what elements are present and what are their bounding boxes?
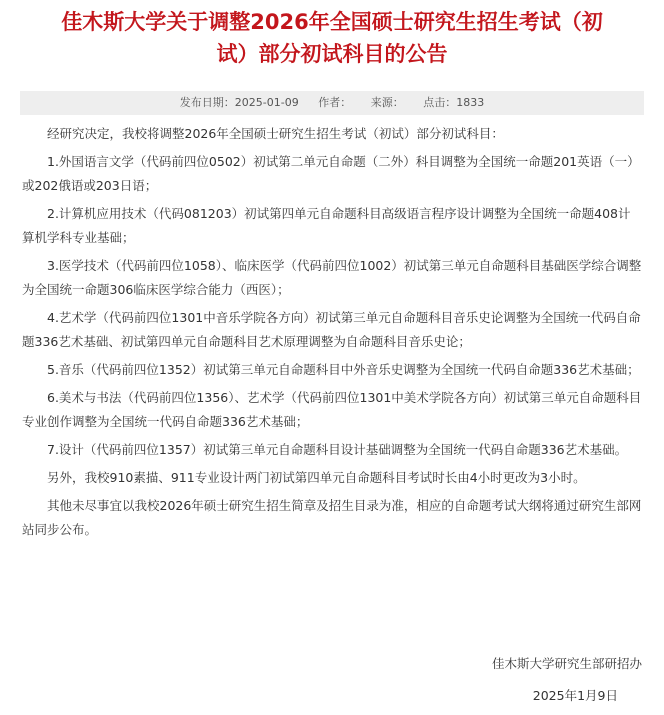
paragraph-other-matters: 其他未尽事宜以我校2026年硕士研究生招生简章及招生目录为准，相应的自命题考试大纲将通过研究生部网站同步公布。 bbox=[22, 498, 642, 537]
paragraph-item-5: 5.音乐（代码前四位1352）初试第三单元自命题科目中外音乐史调整为全国统一代码自命题336艺术基础； bbox=[47, 362, 640, 377]
source: 来源： bbox=[370, 96, 404, 109]
paragraph-intro: 经研究决定，我校将调整2026年全国硕士研究生招生考试（初试）部分初试科目： bbox=[47, 126, 504, 141]
article-title-line-2: 试）部分初试科目的公告 bbox=[216, 42, 448, 66]
click-count: 点击：1833 bbox=[423, 96, 485, 109]
signature-date: 2025年1月9日 bbox=[532, 688, 618, 703]
author: 作者： bbox=[318, 96, 352, 109]
paragraph-item-4: 4.艺术学（代码前四位1301中音乐学院各方向）初试第三单元自命题科目音乐史论调整为全国统一代码自命题336艺术基础、初试第四单元自命题科目艺术原理调整为自命题科目音乐史论； bbox=[22, 310, 641, 349]
paragraph-item-3: 3.医学技术（代码前四位1058）、临床医学（代码前四位1002）初试第三单元自命题科目基础医学综合调整为全国统一命题306临床医学综合能力（西医）； bbox=[22, 258, 642, 297]
paragraph-item-1: 1.外国语言文学（代码前四位0502）初试第二单元自命题（二外）科目调整为全国统一命题201英语（一）或202俄语或203日语； bbox=[22, 154, 640, 193]
article-meta-bar bbox=[20, 91, 644, 115]
article-body bbox=[22, 122, 642, 546]
paragraph-item-7: 7.设计（代码前四位1357）初试第三单元自命题科目设计基础调整为全国统一代码自命题336艺术基础。 bbox=[47, 442, 628, 457]
article-title bbox=[0, 6, 664, 70]
publish-date: 发布日期：2025-01-09 bbox=[179, 96, 299, 109]
article-title-line-1: 佳木斯大学关于调整2026年全国硕士研究生招生考试（初 bbox=[61, 10, 603, 34]
paragraph-item-6: 6.美术与书法（代码前四位1356）、艺术学（代码前四位1301中美术学院各方向）初试第三单元自命题科目专业创作调整为全国统一代码自命题336艺术基础； bbox=[22, 390, 642, 429]
signature-org: 佳木斯大学研究生部研招办 bbox=[491, 656, 642, 671]
paragraph-item-2: 2.计算机应用技术（代码081203）初试第四单元自命题科目高级语言程序设计调整为全国统一命题408计算机学科专业基础； bbox=[22, 206, 631, 245]
paragraph-exam-duration: 另外，我校910素描、911专业设计两门初试第四单元自命题科目考试时长由4小时更改为3小时。 bbox=[47, 470, 586, 485]
